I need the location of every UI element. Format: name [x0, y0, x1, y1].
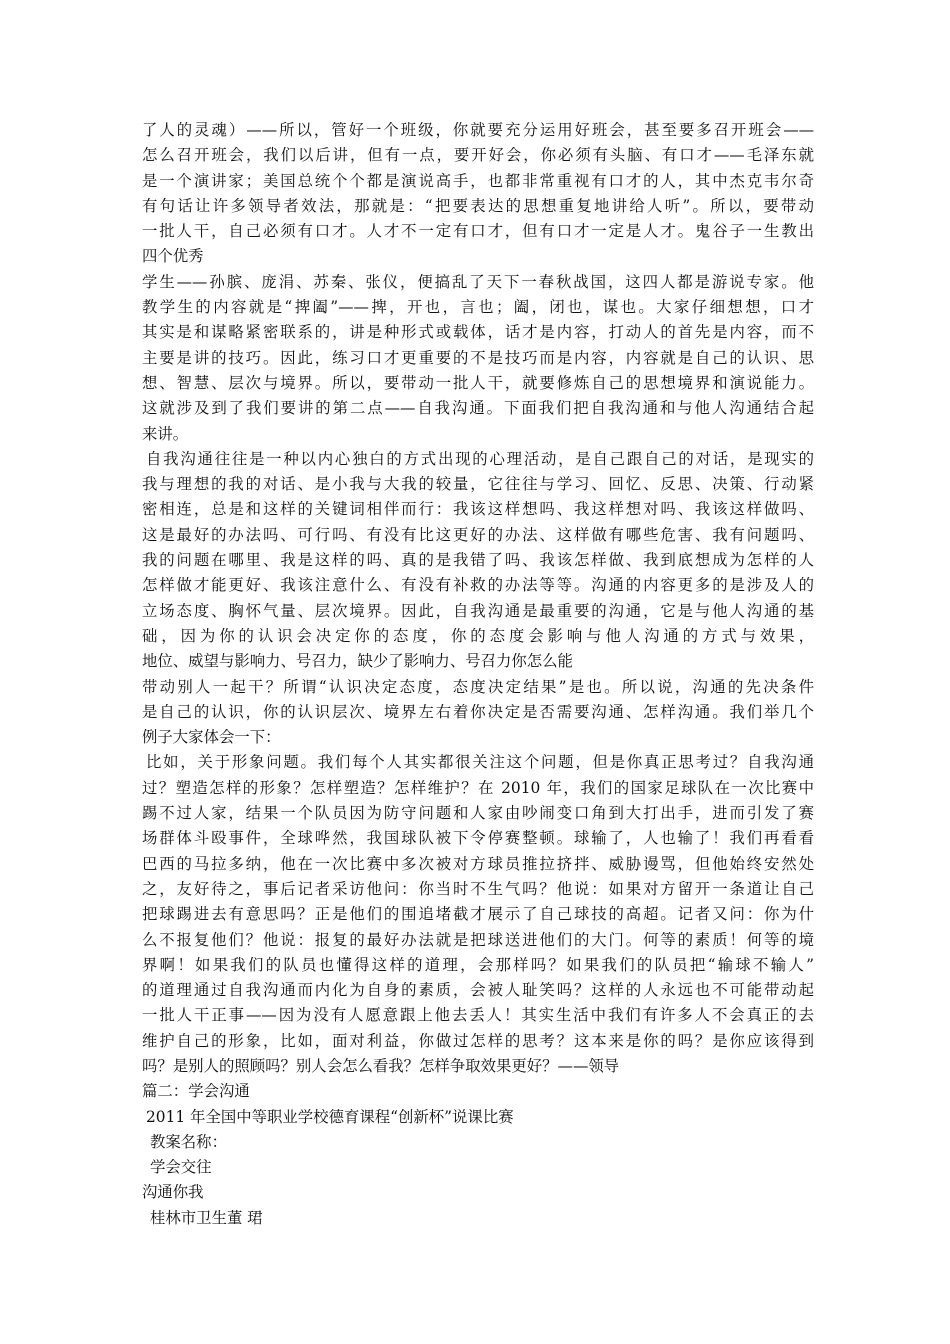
document-body	[142, 118, 814, 1231]
text-line: 带动别人一起干？所谓“认识决定态度，态度决定结果”是也。所以说，沟通的先决条件	[142, 677, 814, 696]
text-line: 例子大家体会一下：	[142, 728, 281, 747]
text-line: 来讲。	[142, 424, 189, 443]
text-line: 之，友好待之，事后记者采访他问：你当时不生气吗？他说：如果对方留开一条道让自己	[142, 879, 814, 898]
text-line: 这就涉及到了我们要讲的第二点——自我沟通。下面我们把自我沟通和与他人沟通结合起	[142, 399, 814, 418]
lesson-name-line-2: 沟通你我	[142, 1183, 204, 1202]
text-line: 主要是讲的技巧。因此，练习口才更重要的不是技巧而是内容，内容就是自己的认识、思	[142, 348, 814, 367]
text-line: 么不报复他们？他说：报复的最好办法就是把球送进他们的大门。何等的素质！何等的境	[142, 930, 814, 949]
text-line: 过？塑造怎样的形象？怎样塑造？怎样维护？在 2010 年，我们的国家足球队在一次比赛中	[142, 778, 814, 797]
text-line: 这是最好的办法吗、可行吗、有没有比这更好的办法、这样做有哪些危害、我有问题吗、	[142, 525, 814, 544]
text-line: 界啊！如果我们的队员也懂得这样的道理，会那样吗？如果我们的队员把“输球不输人”	[142, 955, 814, 974]
text-line: 学生——孙膑、庞涓、苏秦、张仪，便搞乱了天下一春秋战国，这四人都是游说专家。他	[142, 272, 814, 291]
text-line: 一批人干，自己必须有口才。人才不一定有口才，但有口才一定是人才。鬼谷子一生教出	[142, 222, 814, 241]
contest-title: 2011 年全国中等职业学校德育课程“创新杯”说课比赛	[146, 1107, 514, 1126]
text-line: 比如，关于形象问题。我们每个人其实都很关注这个问题，但是你真正思考过？自我沟通	[146, 753, 814, 772]
text-line: 的道理通过自我沟通而内化为自身的素质，会被人耻笑吗？这样的人永远也不可能带动起	[142, 981, 814, 1000]
text-line: 怎样做才能更好、我该注意什么、有没有补救的办法等等。沟通的内容更多的是涉及人的	[142, 576, 814, 595]
text-line: 密相连，总是和这样的关键词相伴而行：我该这样想吗、我这样想对吗、我该这样做吗、	[142, 500, 814, 519]
text-line: 一批人干正事——因为没有人愿意跟上他去丢人！其实生活中我们有许多人不会真正的去	[142, 1006, 814, 1025]
text-line: 吗？是别人的照顾吗？别人会怎么看我？怎样争取效果更好？——领导	[142, 1056, 620, 1075]
lesson-name-label: 教案名称：	[150, 1132, 227, 1151]
text-line: 怎么召开班会，我们以后讲，但有一点，要开好会，你必须有头脑、有口才——毛泽东就	[142, 146, 814, 165]
author-line: 桂林市卫生董 珺	[150, 1208, 263, 1227]
text-line: 了人的灵魂）——所以，管好一个班级，你就要充分运用好班会，甚至要多召开班会——	[142, 121, 814, 139]
text-line: 立场态度、胸怀气量、层次境界。因此，自我沟通是最重要的沟通，它是与他人沟通的基	[142, 601, 814, 620]
text-line: 有句话让许多领导者效法，那就是：“把要表达的思想重复地讲给人听”。所以，要带动	[142, 196, 814, 215]
text-line: 维护自己的形象，比如，面对利益，你做过怎样的思考？这本来是你的吗？是你应该得到	[142, 1031, 814, 1050]
text-line: 础，因为你的认识会决定你的态度，你的态度会影响与他人沟通的方式与效果，	[142, 626, 814, 645]
text-line: 巴西的马拉多纳，他在一次比赛中多次被对方球员推拉挤拌、威胁谩骂，但他始终安然处	[142, 854, 814, 873]
text-line: 场群体斗殴事件，全球哗然，我国球队被下令停赛整顿。球输了，人也输了！我们再看看	[142, 829, 814, 848]
text-line: 是自己的认识，你的认识层次、境界左右着你决定是否需要沟通、怎样沟通。我们举几个	[142, 702, 814, 721]
text-line: 四个优秀	[142, 247, 204, 266]
text-line: 踢不过人家，结果一个队员因为防守问题和人家由吵闹变口角到大打出手，进而引发了赛	[142, 804, 814, 823]
text-line: 地位、威望与影响力、号召力，缺少了影响力、号召力你怎么能	[142, 652, 573, 671]
text-line: 教学生的内容就是“捭阖”——捭，开也，言也；阖，闭也，谋也。大家仔细想想，口才	[142, 298, 814, 317]
lesson-name-line-1: 学会交往	[150, 1158, 212, 1177]
text-line: 自我沟通往往是一种以内心独白的方式出现的心理活动，是自己跟自己的对话，是现实的	[146, 449, 814, 468]
text-line: 想、智慧、层次与境界。所以，要带动一批人干，就要修炼自己的思想境界和演说能力。	[142, 373, 814, 392]
text-line: 把球踢进去有意思吗？正是他们的围追堵截才展示了自己球技的高超。记者又问：你为什	[142, 905, 814, 924]
text-line: 是一个演讲家；美国总统个个都是演说高手，也都非常重视有口才的人，其中杰克韦尔奇	[142, 171, 814, 190]
text-line: 其实是和谋略紧密联系的，讲是种形式或载体，话才是内容，打动人的首先是内容，而不	[142, 323, 814, 342]
text-line: 我与理想的我的对话、是小我与大我的较量，它往往与学习、回忆、反思、决策、行动紧	[142, 475, 814, 494]
text-line: 我的问题在哪里、我是这样的吗、真的是我错了吗、我该怎样做、我到底想成为怎样的人	[142, 551, 814, 570]
section-heading: 篇二：学会沟通	[142, 1082, 250, 1101]
